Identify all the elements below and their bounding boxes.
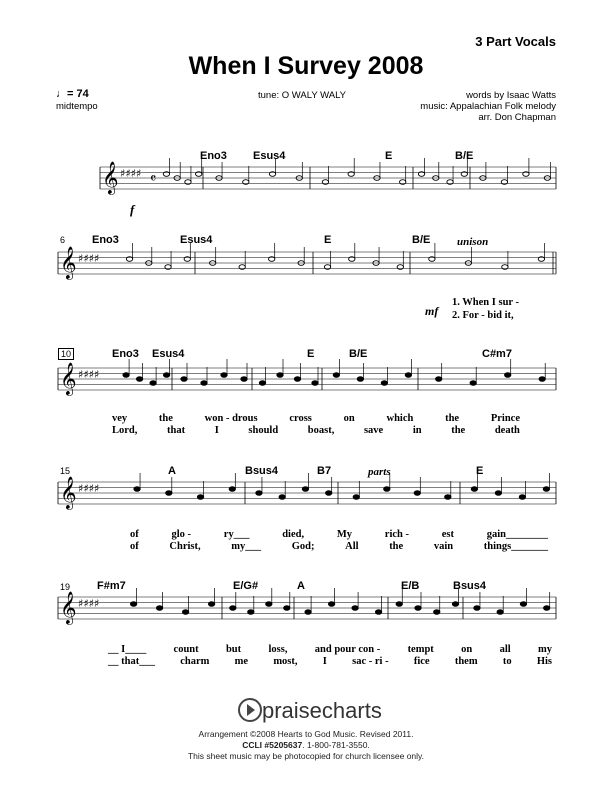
note-head bbox=[434, 610, 440, 615]
praisecharts-logo bbox=[238, 698, 382, 724]
lyric-syllable: God; bbox=[291, 541, 315, 552]
note-head bbox=[284, 606, 290, 611]
license-line: This sheet music may be photocopied for church licensee only. bbox=[187, 751, 425, 761]
lyric-syllable: won - drous bbox=[204, 413, 258, 424]
note-head bbox=[241, 377, 247, 382]
lyric-syllable: my___ bbox=[231, 541, 262, 552]
lyric-syllable: the bbox=[451, 425, 466, 436]
lyric-line-2: 2. For - bid it, bbox=[452, 310, 514, 321]
rehearsal-measure-number: 10 bbox=[58, 348, 74, 360]
note-head bbox=[197, 495, 203, 500]
note-head bbox=[405, 373, 411, 378]
note-head bbox=[294, 377, 300, 382]
lyric-syllable: sac - ri - bbox=[352, 656, 389, 667]
copyright-line: Arrangement ©2008 Hearts to God Music. Revised 2011. bbox=[198, 729, 414, 739]
note-head bbox=[208, 602, 214, 607]
treble-clef-icon: 𝄞 bbox=[60, 476, 77, 509]
time-signature: 𝄴 bbox=[150, 171, 157, 187]
lyric-syllable: My bbox=[336, 529, 353, 540]
note-head bbox=[256, 491, 262, 496]
note-head bbox=[201, 381, 207, 386]
treble-clef-icon: 𝄞 bbox=[60, 246, 77, 279]
chord-symbol: E bbox=[476, 465, 484, 477]
chord-symbol: A bbox=[297, 580, 305, 592]
lyric-syllable: on bbox=[343, 413, 355, 424]
note-head bbox=[519, 495, 525, 500]
lyric-line-1: 1. When I sur - bbox=[452, 297, 520, 308]
note-head bbox=[230, 606, 236, 611]
measure-number: 6 bbox=[60, 235, 66, 245]
lyric-syllable: on bbox=[461, 644, 473, 655]
lyric-syllable: most, bbox=[273, 656, 298, 667]
note-head bbox=[277, 373, 283, 378]
treble-clef-icon: 𝄞 bbox=[60, 591, 77, 624]
note-head bbox=[470, 381, 476, 386]
treble-clef-icon: 𝄞 bbox=[60, 362, 77, 395]
key-signature: ♯♯♯♯ bbox=[78, 368, 100, 381]
note-head bbox=[520, 602, 526, 607]
lyric-syllable: Lord, bbox=[112, 425, 138, 436]
note-head bbox=[539, 377, 545, 382]
lyric-syllable: of bbox=[130, 529, 139, 540]
note-head bbox=[414, 491, 420, 496]
treble-clef-icon: 𝄞 bbox=[102, 161, 119, 194]
chord-symbol: E bbox=[385, 150, 393, 162]
lyric-syllable: died, bbox=[282, 529, 305, 540]
note-head bbox=[497, 610, 503, 615]
chord-symbol: A bbox=[168, 465, 176, 477]
note-head bbox=[543, 487, 549, 492]
chord-symbol: B/E bbox=[455, 150, 474, 162]
note-head bbox=[130, 602, 136, 607]
lyric-line bbox=[108, 656, 552, 668]
words-credit: words by Isaac Watts bbox=[466, 90, 556, 101]
lyric-line bbox=[108, 644, 552, 656]
lyric-syllable: tempt bbox=[407, 644, 434, 655]
note-head bbox=[156, 606, 162, 611]
note-head bbox=[123, 373, 129, 378]
lyric-syllable: __ I____ bbox=[108, 644, 147, 655]
lyric-syllable: fice bbox=[413, 656, 430, 667]
note-head bbox=[302, 487, 308, 492]
key-signature: ♯♯♯♯ bbox=[120, 167, 142, 180]
tune-name: tune: O WALY WALY bbox=[258, 90, 346, 101]
key-signature: ♯♯♯♯ bbox=[78, 252, 100, 265]
note-head bbox=[357, 377, 363, 382]
note-head bbox=[305, 610, 311, 615]
tempo-mark bbox=[56, 88, 89, 100]
chord-symbol: F#m7 bbox=[97, 580, 126, 592]
note-head bbox=[328, 602, 334, 607]
lyric-syllable: save bbox=[363, 425, 384, 436]
lyric-syllable: charm bbox=[180, 656, 210, 667]
note-head bbox=[166, 491, 172, 496]
chord-symbol: E/B bbox=[401, 580, 420, 592]
lyric-syllable: me bbox=[234, 656, 249, 667]
lyric-syllable: the bbox=[389, 541, 404, 552]
lyric-line bbox=[112, 413, 520, 425]
note-head bbox=[181, 377, 187, 382]
lyric-syllable: vain bbox=[433, 541, 454, 552]
chord-symbol: Bsus4 bbox=[245, 465, 279, 477]
lyric-syllable: that bbox=[167, 425, 186, 436]
note-head bbox=[134, 487, 140, 492]
logo-text: praisecharts bbox=[262, 698, 382, 723]
lyric-syllable: in bbox=[412, 425, 422, 436]
quarter-note-icon: ♩= bbox=[56, 88, 74, 100]
measure-number: 19 bbox=[60, 582, 71, 592]
lyric-syllable: count bbox=[173, 644, 199, 655]
chord-symbol: C#m7 bbox=[482, 348, 512, 360]
lyric-syllable: the bbox=[158, 413, 173, 424]
lyric-syllable: ry___ bbox=[223, 529, 250, 540]
chord-symbol: Esus4 bbox=[152, 348, 185, 360]
chord-symbol: B7 bbox=[317, 465, 332, 477]
lyric-syllable: of bbox=[130, 541, 139, 552]
lyric-syllable: cross bbox=[289, 413, 312, 424]
note-head bbox=[381, 381, 387, 386]
chord-symbol: E bbox=[324, 234, 332, 246]
note-head bbox=[163, 373, 169, 378]
chord-symbol: Esus4 bbox=[180, 234, 213, 246]
music-credit: music: Appalachian Folk melody bbox=[420, 101, 556, 112]
note-head bbox=[221, 373, 227, 378]
note-head bbox=[326, 491, 332, 496]
lyric-syllable: loss, bbox=[268, 644, 288, 655]
lyric-syllable: should bbox=[248, 425, 279, 436]
chord-symbol: Eno3 bbox=[112, 348, 139, 360]
lyric-syllable: all bbox=[499, 644, 511, 655]
tempo-value: 74 bbox=[76, 88, 89, 100]
lyric-syllable: the bbox=[445, 413, 460, 424]
lyric-syllable: rich - bbox=[384, 529, 409, 540]
lyric-syllable: but bbox=[225, 644, 242, 655]
note-head bbox=[353, 495, 359, 500]
unison-marking: unison bbox=[457, 236, 489, 248]
lyric-syllable: death bbox=[494, 425, 520, 436]
chord-symbol: E bbox=[307, 348, 315, 360]
note-head bbox=[396, 602, 402, 607]
lyric-syllable: things_______ bbox=[483, 541, 548, 552]
lyric-syllable: vey bbox=[112, 413, 128, 424]
note-head bbox=[544, 606, 550, 611]
lyric-syllable: my bbox=[537, 644, 552, 655]
note-head bbox=[229, 487, 235, 492]
lyric-syllable: which bbox=[386, 413, 414, 424]
dynamic-marking: mf bbox=[425, 304, 439, 318]
measure-number: 15 bbox=[60, 466, 71, 476]
note-head bbox=[333, 373, 339, 378]
note-head bbox=[474, 606, 480, 611]
arranger-credit: arr. Don Chapman bbox=[478, 112, 556, 123]
chord-symbol: Eno3 bbox=[200, 150, 227, 162]
note-head bbox=[375, 610, 381, 615]
lyric-syllable: Christ, bbox=[169, 541, 201, 552]
chord-symbol: Esus4 bbox=[253, 150, 286, 162]
lyric-syllable: est bbox=[441, 529, 454, 540]
play-circle-icon bbox=[238, 698, 262, 722]
lyric-syllable: All bbox=[345, 541, 359, 552]
lyric-syllable: boast, bbox=[307, 425, 335, 436]
lyric-syllable: to bbox=[502, 656, 512, 667]
note-head bbox=[505, 373, 511, 378]
note-head bbox=[266, 602, 272, 607]
note-head bbox=[182, 610, 188, 615]
parts-marking: parts bbox=[368, 466, 391, 478]
chord-symbol: B/E bbox=[349, 348, 368, 360]
ccli-line bbox=[0, 740, 612, 750]
lyric-syllable: __ that___ bbox=[108, 656, 155, 667]
note-head bbox=[471, 487, 477, 492]
lyric-line bbox=[130, 529, 548, 541]
note-head bbox=[352, 606, 358, 611]
note-head bbox=[415, 606, 421, 611]
key-signature: ♯♯♯♯ bbox=[78, 482, 100, 495]
lyric-syllable: Prince bbox=[490, 413, 520, 424]
chord-symbol: B/E bbox=[412, 234, 431, 246]
key-signature: ♯♯♯♯ bbox=[78, 597, 100, 610]
note-head bbox=[384, 487, 390, 492]
phone: . 1-800-781-3550. bbox=[302, 740, 370, 750]
lyric-syllable: I bbox=[214, 425, 219, 436]
lyric-syllable: and pour con - bbox=[314, 644, 381, 655]
tempo-description: midtempo bbox=[56, 101, 98, 112]
note-head bbox=[445, 495, 451, 500]
note-head bbox=[136, 377, 142, 382]
lyric-syllable: I bbox=[322, 656, 327, 667]
lyric-syllable: glo - bbox=[171, 529, 192, 540]
lyric-syllable: gain________ bbox=[486, 529, 548, 540]
lyric-syllable: them bbox=[454, 656, 478, 667]
note-head bbox=[248, 610, 254, 615]
note-head bbox=[312, 381, 318, 386]
song-title: When I Survey 2008 bbox=[188, 52, 424, 80]
note-head bbox=[150, 381, 156, 386]
note-head bbox=[279, 495, 285, 500]
ccli-number: CCLI #5205637 bbox=[242, 740, 303, 750]
note-head bbox=[495, 491, 501, 496]
chord-symbol: E/G# bbox=[233, 580, 259, 592]
lyric-line bbox=[112, 425, 520, 437]
dynamic-marking: f bbox=[130, 202, 135, 217]
note-head bbox=[452, 602, 458, 607]
part-label: 3 Part Vocals bbox=[475, 34, 556, 49]
lyric-syllable: His bbox=[536, 656, 552, 667]
chord-symbol: Bsus4 bbox=[453, 580, 487, 592]
note-head bbox=[436, 377, 442, 382]
chord-symbol: Eno3 bbox=[92, 234, 119, 246]
lyric-line bbox=[130, 541, 548, 553]
note-head bbox=[259, 381, 265, 386]
